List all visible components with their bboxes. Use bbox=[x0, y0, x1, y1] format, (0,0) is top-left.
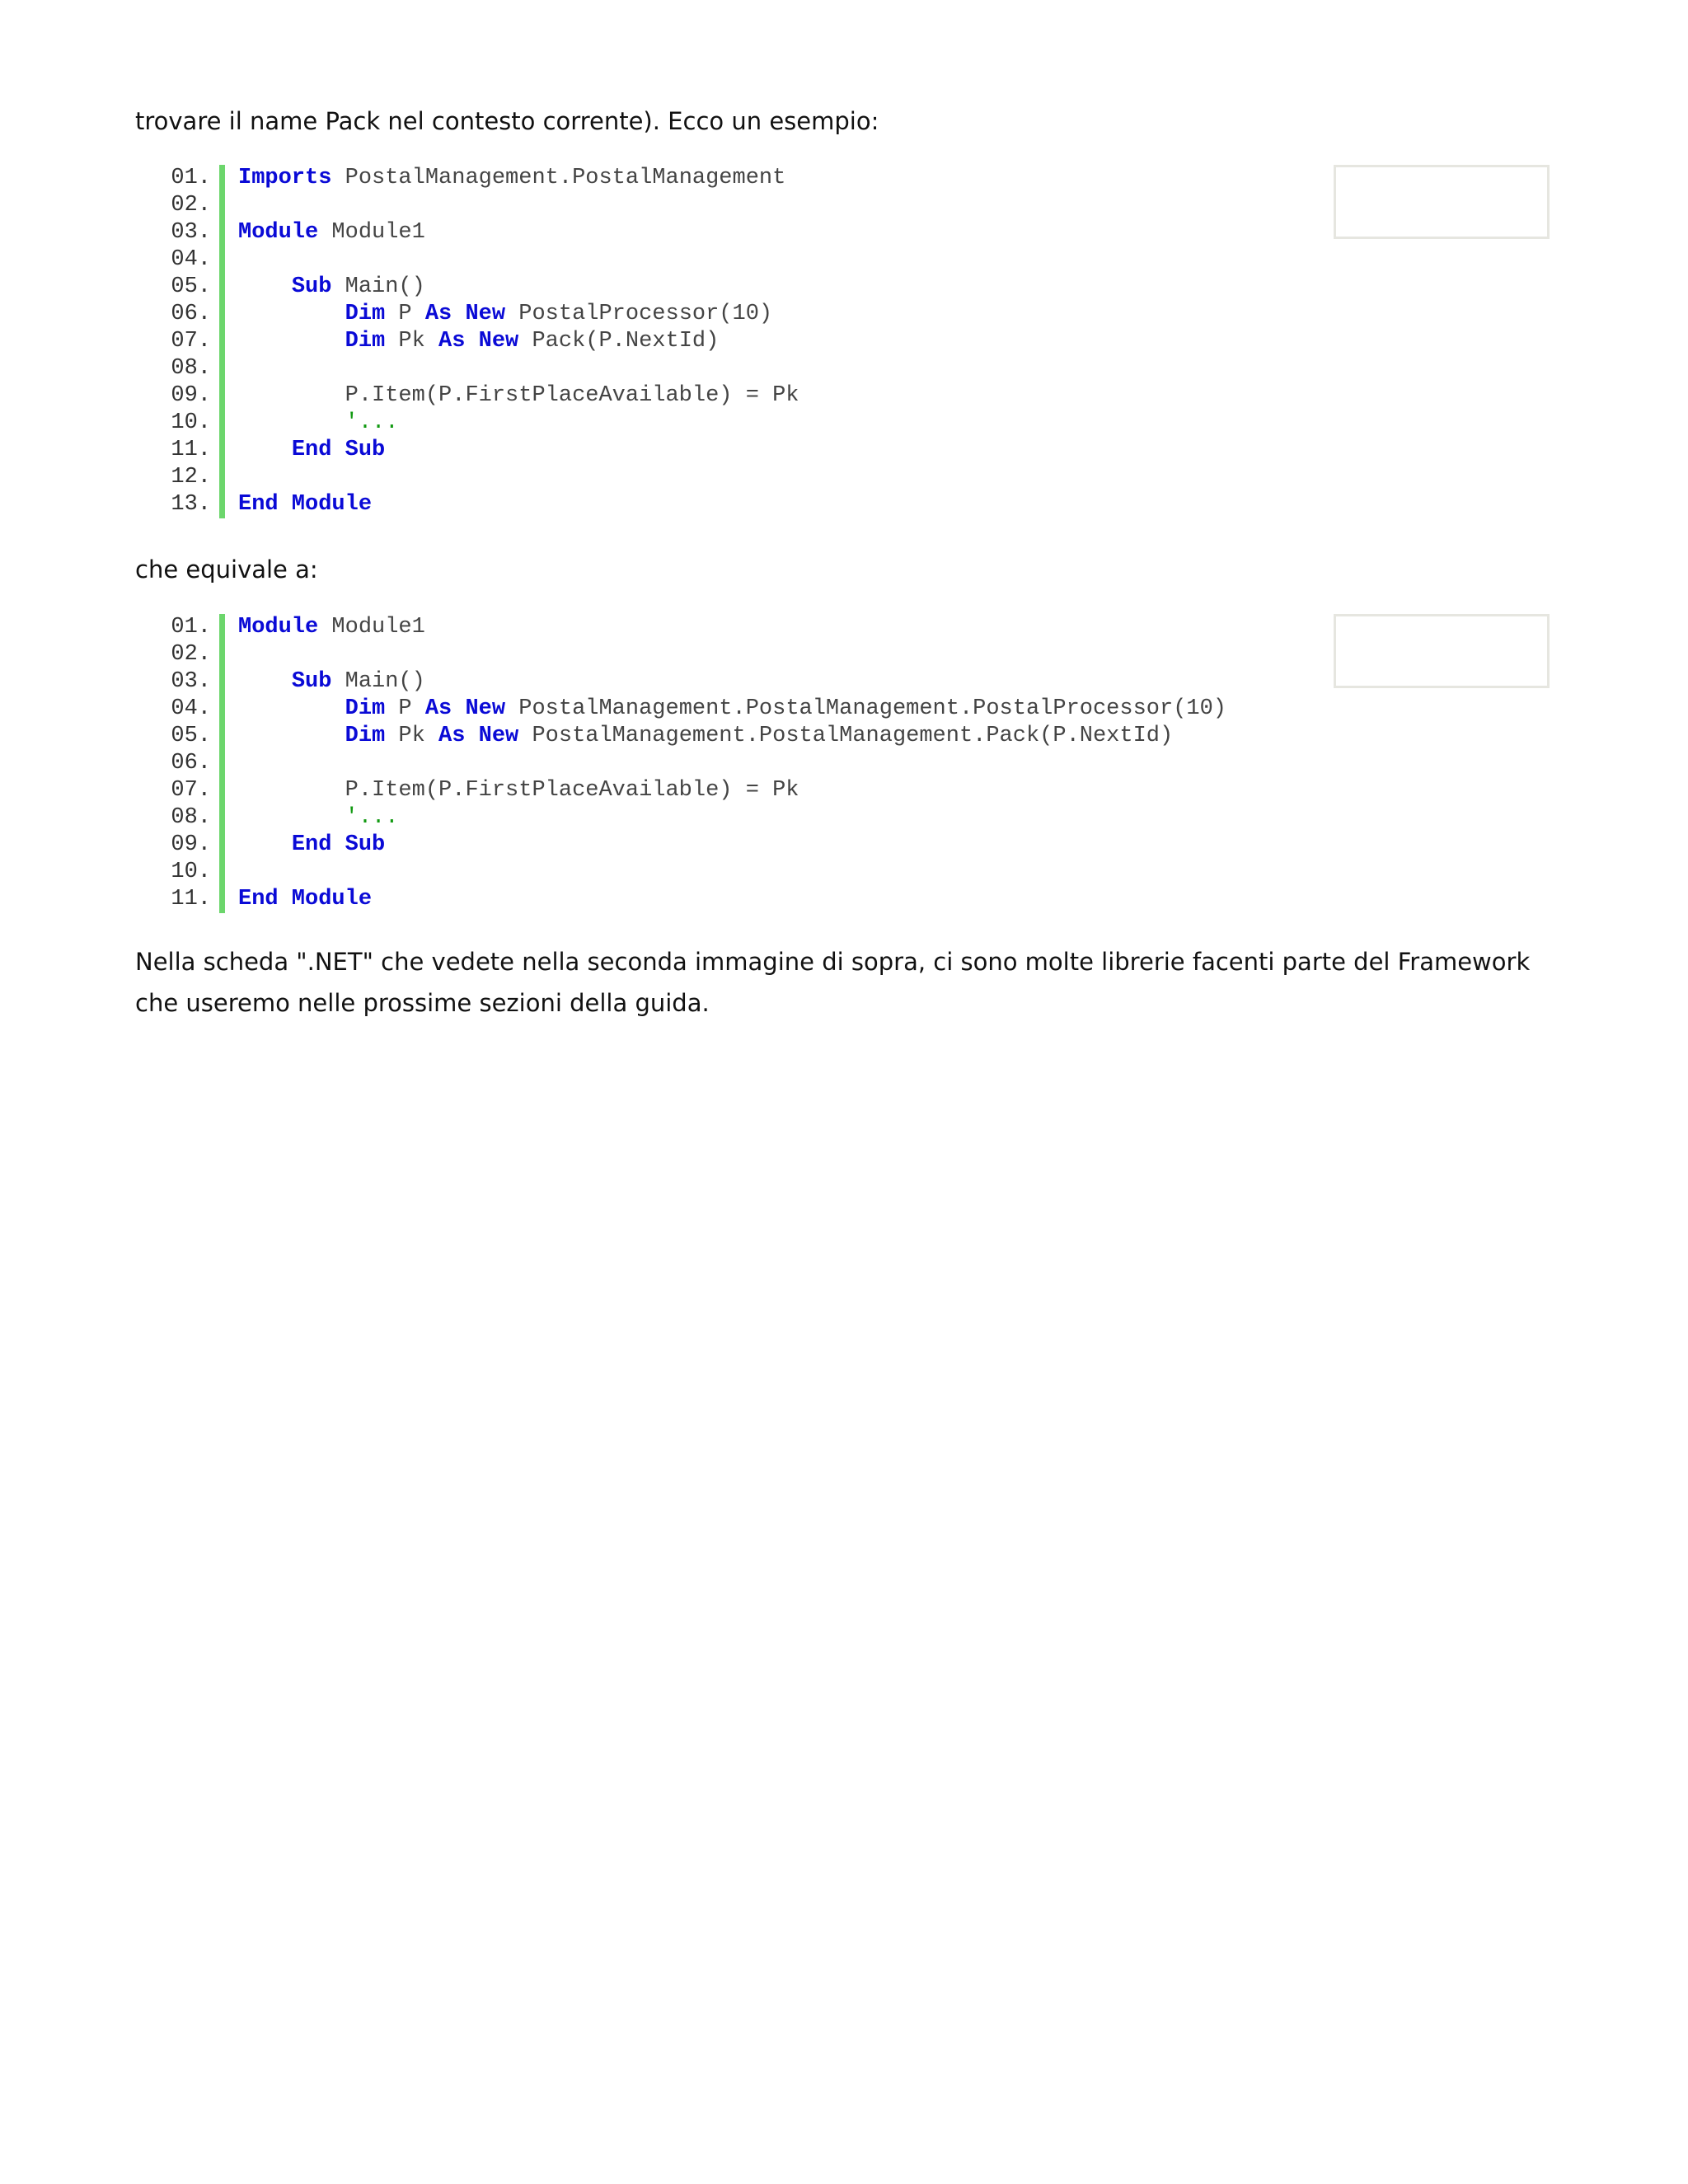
line-code bbox=[219, 886, 1550, 913]
code-text bbox=[238, 669, 292, 694]
code-line bbox=[135, 355, 1550, 382]
code-line bbox=[135, 723, 1550, 750]
code-keyword: As New bbox=[438, 724, 519, 748]
code-keyword: Imports bbox=[238, 166, 332, 190]
code-text bbox=[238, 410, 345, 435]
line-number: 07. bbox=[171, 329, 211, 354]
line-number: 08. bbox=[171, 805, 211, 830]
line-code bbox=[219, 274, 1550, 301]
code-line bbox=[135, 410, 1550, 437]
line-number: 01. bbox=[171, 615, 211, 640]
line-number: 05. bbox=[171, 274, 211, 299]
line-code bbox=[219, 328, 1550, 355]
code-line bbox=[135, 301, 1550, 328]
code-text bbox=[238, 805, 345, 830]
line-number: 09. bbox=[171, 383, 211, 408]
code-line bbox=[135, 491, 1550, 518]
code-keyword: As New bbox=[424, 696, 506, 721]
code-keyword: Sub bbox=[291, 274, 332, 299]
code-text: Main() bbox=[331, 274, 425, 299]
line-number: 11. bbox=[171, 438, 211, 462]
code-text: PostalManagement.PostalManagement.PostalProcessor(10) bbox=[505, 696, 1227, 721]
code-text bbox=[238, 724, 345, 748]
code-text bbox=[238, 274, 292, 299]
code-line bbox=[135, 328, 1550, 355]
line-code bbox=[219, 410, 1550, 437]
line-code bbox=[219, 491, 1550, 518]
line-number: 11. bbox=[171, 887, 211, 912]
code-text bbox=[238, 329, 345, 354]
line-number: 12. bbox=[171, 465, 211, 490]
code-line bbox=[135, 437, 1550, 464]
code-text: P bbox=[385, 302, 425, 326]
line-code bbox=[219, 723, 1550, 750]
code-line bbox=[135, 464, 1550, 491]
code-text: Pk bbox=[385, 724, 439, 748]
code-text bbox=[238, 696, 345, 721]
line-number: 13. bbox=[171, 492, 211, 517]
code-text: P bbox=[385, 696, 425, 721]
line-code bbox=[219, 355, 1550, 382]
code-line bbox=[135, 804, 1550, 832]
code-keyword: End Module bbox=[238, 492, 373, 517]
line-code bbox=[219, 777, 1550, 804]
line-code bbox=[219, 464, 1550, 491]
line-number: 05. bbox=[171, 724, 211, 748]
code-line bbox=[135, 382, 1550, 410]
code-keyword: Module bbox=[238, 220, 319, 245]
code-keyword: Sub bbox=[291, 669, 332, 694]
code-text: Module1 bbox=[318, 220, 425, 245]
equivalent-paragraph: che equivale a: bbox=[135, 555, 318, 583]
code-line bbox=[135, 886, 1550, 913]
line-number: 02. bbox=[171, 642, 211, 667]
code-text: Module1 bbox=[318, 615, 425, 640]
line-code bbox=[219, 382, 1550, 410]
code-toolbar-placeholder bbox=[1334, 614, 1550, 688]
line-number: 04. bbox=[171, 696, 211, 721]
code-keyword: Dim bbox=[345, 302, 386, 326]
code-line bbox=[135, 832, 1550, 859]
code-text bbox=[238, 832, 292, 857]
line-code bbox=[219, 859, 1550, 886]
code-line bbox=[135, 777, 1550, 804]
code-comment: '... bbox=[345, 805, 399, 830]
code-keyword: End Module bbox=[238, 887, 373, 912]
code-keyword: Dim bbox=[345, 696, 386, 721]
line-number: 07. bbox=[171, 778, 211, 803]
line-code bbox=[219, 301, 1550, 328]
code-keyword: Module bbox=[238, 615, 319, 640]
code-toolbar-placeholder bbox=[1334, 165, 1550, 239]
line-code bbox=[219, 246, 1550, 274]
code-keyword: Dim bbox=[345, 724, 386, 748]
code-keyword: Dim bbox=[345, 329, 386, 354]
line-code bbox=[219, 832, 1550, 859]
code-keyword: As New bbox=[438, 329, 519, 354]
code-block-imports bbox=[135, 165, 1550, 518]
code-text: PostalManagement.PostalManagement bbox=[331, 166, 786, 190]
line-number: 10. bbox=[171, 860, 211, 884]
code-text: PostalManagement.PostalManagement.Pack(P.NextId) bbox=[518, 724, 1174, 748]
code-line bbox=[135, 859, 1550, 886]
code-text bbox=[238, 302, 345, 326]
line-number: 10. bbox=[171, 410, 211, 435]
line-code bbox=[219, 696, 1550, 723]
code-text bbox=[238, 438, 292, 462]
final-paragraph: Nella scheda ".NET" che vedete nella seconda immagine di sopra, ci sono molte librerie facenti parte del Framework che useremo nelle prossime sezioni della guida. bbox=[135, 948, 1531, 1017]
intro-paragraph: trovare il name Pack nel contesto corrente). Ecco un esempio: bbox=[135, 107, 879, 135]
line-number: 02. bbox=[171, 193, 211, 218]
line-code bbox=[219, 437, 1550, 464]
code-text: Pack(P.NextId) bbox=[518, 329, 720, 354]
code-text: Main() bbox=[331, 669, 425, 694]
line-number: 04. bbox=[171, 247, 211, 272]
code-text: PostalProcessor(10) bbox=[505, 302, 773, 326]
line-number: 08. bbox=[171, 356, 211, 381]
line-number: 01. bbox=[171, 166, 211, 190]
line-number: 03. bbox=[171, 220, 211, 245]
line-number: 06. bbox=[171, 302, 211, 326]
code-text: P.Item(P.FirstPlaceAvailable) = Pk bbox=[238, 778, 799, 803]
code-block-fully-qualified bbox=[135, 614, 1550, 913]
line-number: 09. bbox=[171, 832, 211, 857]
line-code bbox=[219, 750, 1550, 777]
line-number: 06. bbox=[171, 751, 211, 776]
line-code bbox=[219, 804, 1550, 832]
code-text: Pk bbox=[385, 329, 439, 354]
code-line bbox=[135, 696, 1550, 723]
code-line bbox=[135, 246, 1550, 274]
code-comment: '... bbox=[345, 410, 399, 435]
code-keyword: End Sub bbox=[291, 832, 386, 857]
code-line bbox=[135, 750, 1550, 777]
code-line bbox=[135, 274, 1550, 301]
line-number: 03. bbox=[171, 669, 211, 694]
code-keyword: As New bbox=[424, 302, 506, 326]
code-text: P.Item(P.FirstPlaceAvailable) = Pk bbox=[238, 383, 799, 408]
code-keyword: End Sub bbox=[291, 438, 386, 462]
